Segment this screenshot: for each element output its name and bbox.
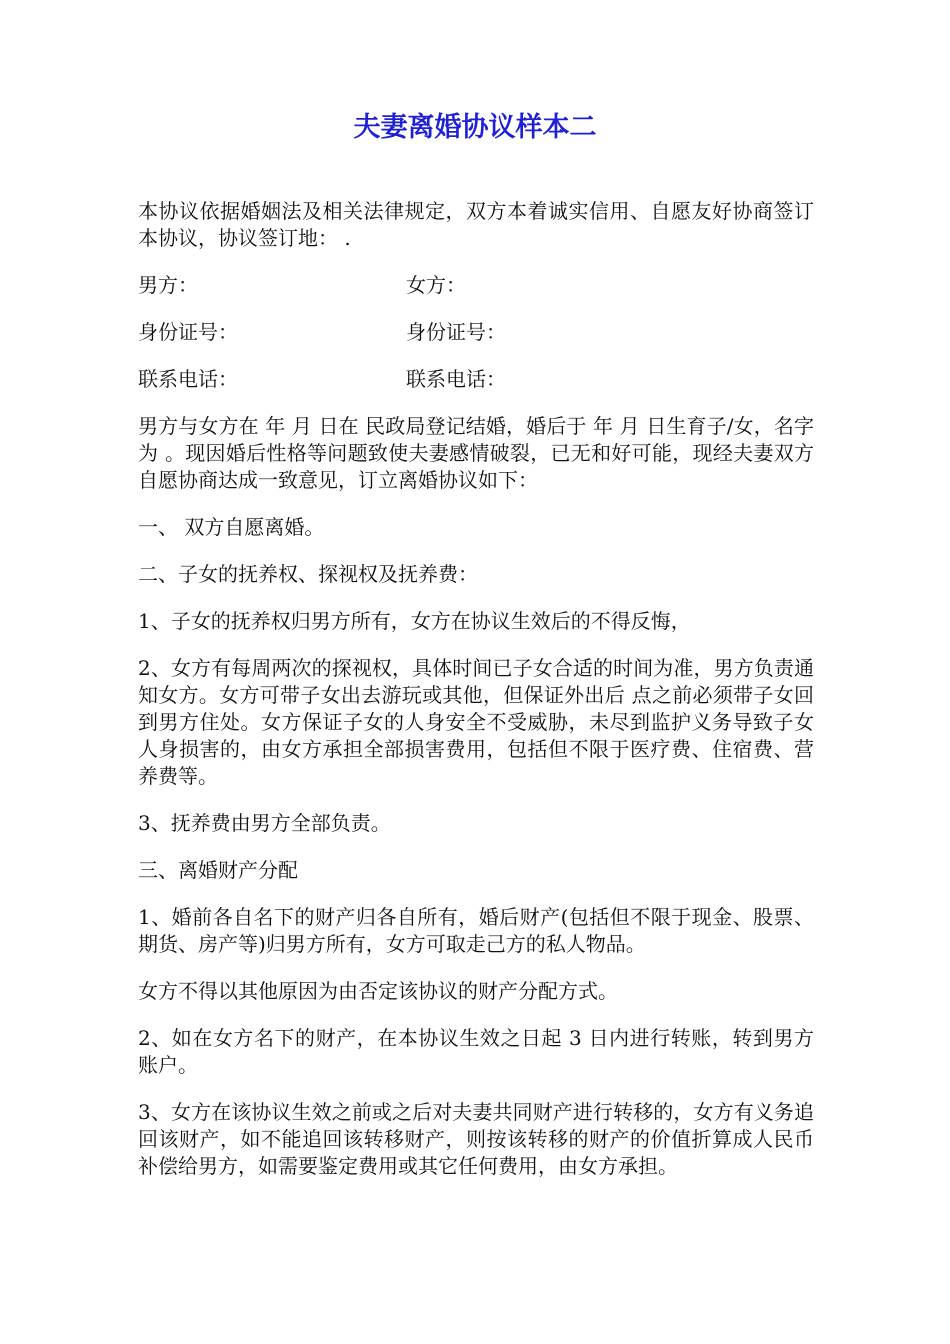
party-names-row (138, 272, 814, 299)
female-label: 女方： (406, 273, 466, 297)
clause-2-heading: 二、子女的抚养权、探视权及抚养费： (138, 562, 478, 586)
female-id-label: 身份证号： (406, 320, 506, 344)
clause-2-item-1: 1、子女的抚养权归男方所有，女方在协议生效后的不得反悔， (138, 609, 691, 633)
document-title: 夫妻离婚协议样本二 (353, 112, 597, 143)
marriage-paragraph: 男方与女方在 年 月 日在 民政局登记结婚，婚后于 年 月 日生育子/女，名字为 。现因婚后性格等问题致使夫妻感情破裂，已无和好可能，现经夫妻双方自愿协商达成一致意见，订立离婚协议如下： (138, 414, 814, 492)
clause-3-item-1: 1、婚前各自名下的财产归各自所有，婚后财产(包括但不限于现金、股票、期货、房产等)归男方所有，女方可取走己方的私人物品。 (138, 905, 814, 956)
male-id-label: 身份证号： (138, 320, 238, 344)
document-body (138, 198, 814, 1200)
clause-3-note: 女方不得以其他原因为由否定该协议的财产分配方式。 (138, 979, 618, 1003)
clause-2-item-3: 3、抚养费由男方全部负责。 (138, 811, 391, 835)
clause-3-item-2: 2、如在女方名下的财产，在本协议生效之日起 3 日内进行转账，转到男方账户。 (138, 1026, 814, 1077)
party-id-row (138, 319, 814, 346)
clause-3-item-3: 3、女方在该协议生效之前或之后对夫妻共同财产进行转移的，女方有义务追回该财产，如不能追回该转移财产，则按该转移的财产的价值折算成人民币补偿给男方，如需要鉴定费用或其它任何费用，由女方承担。 (138, 1100, 814, 1178)
male-phone-label: 联系电话： (138, 367, 238, 391)
party-phone-row (138, 366, 814, 393)
clause-3-heading: 三、离婚财产分配 (138, 858, 298, 882)
intro-paragraph: 本协议依据婚姻法及相关法律规定，双方本着诚实信用、自愿友好协商签订本协议，协议签订地： . (138, 199, 814, 250)
clause-1-heading: 一、 双方自愿离婚。 (138, 515, 325, 539)
male-label: 男方： (138, 273, 198, 297)
clause-2-item-2: 2、女方有每周两次的探视权，具体时间已子女合适的时间为准，男方负责通知女方。女方可带子女出去游玩或其他，但保证外出后 点之前必须带子女回到男方住处。女方保证子女的人身安全不受威胁，未尽到监护义务导致子女人身损害的，由女方承担全部损害费用，包括但不限于医疗费、住宿费、营养费等。 (138, 656, 814, 788)
female-phone-label: 联系电话： (406, 367, 506, 391)
